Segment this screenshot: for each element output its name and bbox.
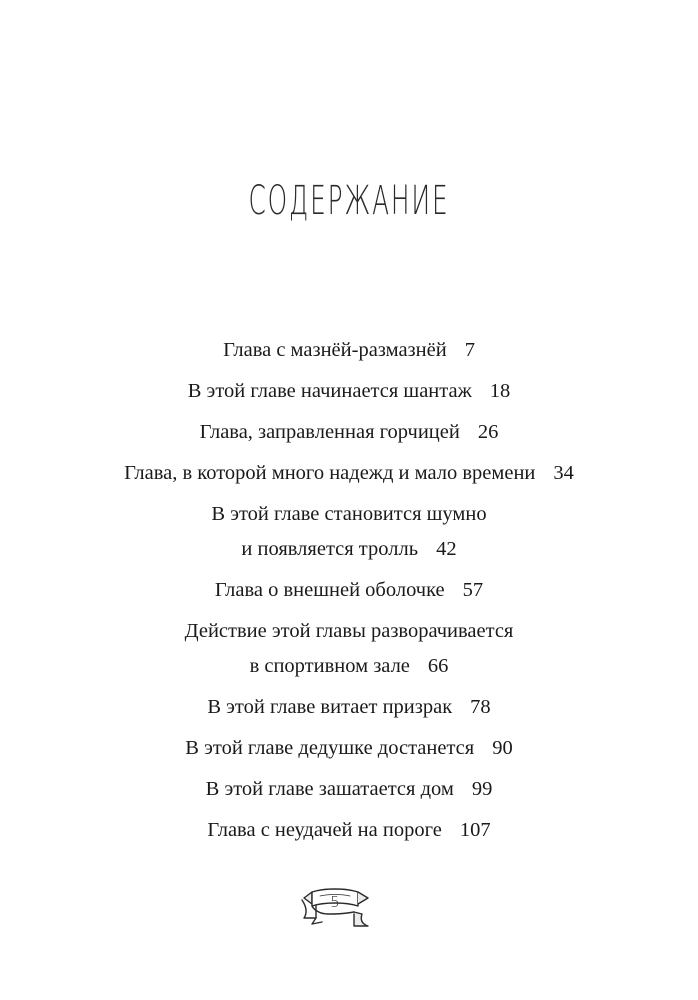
toc-entry-title: Глава с неудачей на пороге xyxy=(207,819,442,841)
toc-entry-continued xyxy=(0,539,698,559)
toc-entry-title: Глава, в которой много надежд и мало времени xyxy=(124,462,536,484)
page-number-ribbon xyxy=(298,884,372,934)
toc-entry xyxy=(0,779,698,799)
toc-entry xyxy=(0,463,698,483)
toc-entry xyxy=(0,381,698,401)
toc-entry-page: 90 xyxy=(492,737,513,759)
table-of-contents xyxy=(0,340,698,840)
toc-entry-title: В этой главе дедушке достанется xyxy=(185,737,475,759)
toc-entry-title: Действие этой главы разворачивается xyxy=(184,620,514,642)
toc-entry-page: 34 xyxy=(553,462,574,484)
toc-entry xyxy=(0,504,698,524)
toc-entry-title: Глава, заправленная горчицей xyxy=(199,421,460,443)
toc-entry-page: 107 xyxy=(459,819,491,841)
toc-entry-page: 57 xyxy=(462,579,484,601)
toc-entry xyxy=(0,820,698,840)
toc-entry-title: В этой главе становится шумно xyxy=(211,503,487,525)
toc-entry-title: В этой главе витает призрак xyxy=(207,696,453,718)
page-number: 5 xyxy=(330,893,340,911)
toc-entry-title: Глава о внешней оболочке xyxy=(214,579,445,601)
toc-entry xyxy=(0,340,698,360)
toc-entry-page: 42 xyxy=(436,538,457,560)
toc-entry xyxy=(0,697,698,717)
toc-entry xyxy=(0,422,698,442)
toc-entry-page: 7 xyxy=(464,339,475,361)
toc-entry-continued xyxy=(0,656,698,676)
toc-entry-title: В этой главе начинается шантаж xyxy=(187,380,472,402)
toc-entry xyxy=(0,738,698,758)
toc-entry-title: Глава с мазнёй-размазнёй xyxy=(223,339,447,361)
toc-entry-page: 78 xyxy=(470,696,491,718)
toc-entry xyxy=(0,621,698,641)
page-title: СОДЕРЖАНИЕ xyxy=(248,178,450,224)
toc-entry-page: 99 xyxy=(471,778,493,800)
toc-entry-title: в спортивном зале xyxy=(249,655,410,677)
toc-entry-page: 66 xyxy=(427,655,449,677)
toc-entry-page: 26 xyxy=(477,421,499,443)
toc-entry xyxy=(0,580,698,600)
toc-entry-page: 18 xyxy=(489,380,511,402)
toc-entry-title: и появляется тролль xyxy=(241,538,419,560)
toc-entry-title: В этой главе зашатается дом xyxy=(205,778,454,800)
